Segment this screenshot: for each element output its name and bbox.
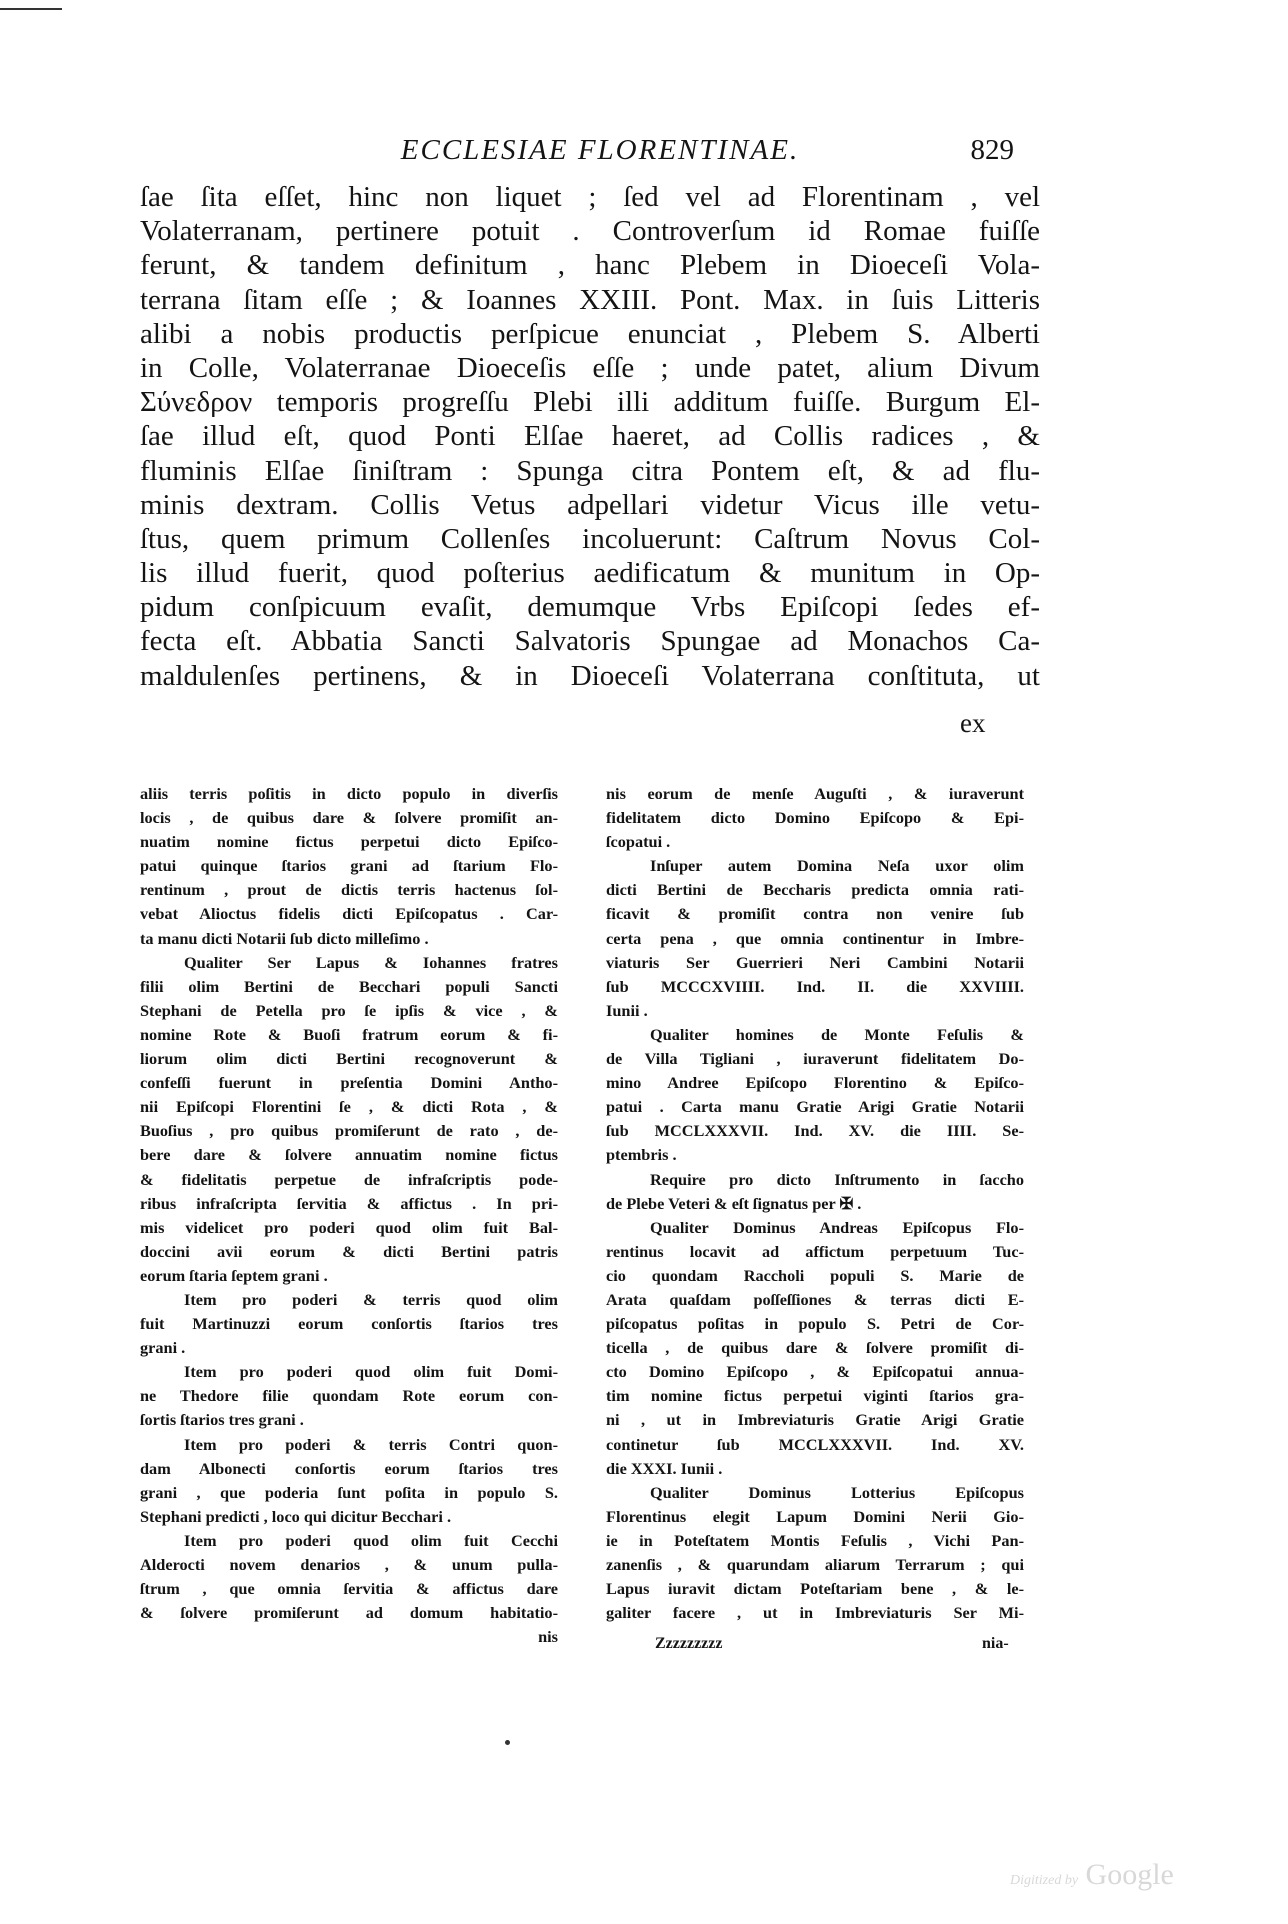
text-line: Qualiter Ser Lapus & Iohannes fratres <box>184 952 558 972</box>
text-line: tim nomine fictus perpetui viginti ſtarios gra- <box>606 1386 1024 1406</box>
text-line: galiter facere , ut in Imbreviaturis Ser Mi- <box>606 1603 1024 1623</box>
right-column <box>606 782 1024 1625</box>
text-line: Stephani predicti , loco qui dicitur Becchari . <box>140 1506 452 1526</box>
text-line: fidelitatem dicto Domino Epiſcopo & Epi- <box>606 808 1024 828</box>
text-line: bere dare & ſolvere annuatim nomine fictus <box>140 1145 558 1165</box>
text-line: Lapus iuravit dictam Poteſtariam bene , & le- <box>606 1579 1024 1599</box>
text-line: confeſſi fuerunt in preſentia Domini Antho- <box>140 1073 558 1093</box>
text-line: doccini avii eorum & dicti Bertini patris <box>140 1241 558 1261</box>
text-line: ribus infraſcripta ſervitia & affictus . In pri- <box>140 1193 558 1213</box>
text-line: fuit Martinuzzi eorum conſortis ſtarios tres <box>140 1314 558 1334</box>
text-line: ticella , de quibus dare & ſolvere promiſit di- <box>606 1338 1024 1358</box>
text-line: ſcopatui . <box>606 832 671 852</box>
signature-mark: Zzzzzzzzz <box>655 1635 723 1652</box>
text-line: liorum olim dicti Bertini recognoverunt & <box>140 1049 558 1069</box>
text-line: ie in Poteſtatem Montis Feſulis , Vichi Pan- <box>606 1530 1024 1550</box>
text-line: vebat Alioctus fidelis dicti Epiſcopatus . Car- <box>140 904 558 924</box>
text-line: Stephani de Petella pro ſe ipſis & vice , & <box>140 1000 558 1020</box>
text-line: & fidelitatis perpetue de infraſcriptis pode- <box>140 1169 558 1189</box>
text-line: ſub MCCLXXXVII. Ind. XV. die IIII. Se- <box>606 1121 1024 1141</box>
text-line: Qualiter Dominus Lotterius Epiſcopus <box>650 1482 1024 1502</box>
top-rule <box>0 8 62 10</box>
text-line: rentinus locavit ad affictum perpetuum Tuc- <box>606 1241 1024 1261</box>
text-line: pidum conſpicuum evaſit, demumque Vrbs Epiſcopi ſedes ef- <box>140 591 1040 624</box>
running-title: ECCLESIAE FLORENTINAE. <box>400 134 800 166</box>
text-line: Qualiter homines de Monte Feſulis & <box>650 1024 1024 1044</box>
text-line: nomine Rote & Buoſi fratrum eorum & fi- <box>140 1024 558 1044</box>
text-line: ſtrum , que omnia ſervitia & affictus dare <box>140 1579 558 1599</box>
text-line: Σύνεδρον temporis progreſſu Plebi illi additum fuiſſe. Burgum El- <box>140 386 1040 419</box>
text-line: Alderocti novem denarios , & unum pulla- <box>140 1555 558 1574</box>
ink-dot <box>505 1740 510 1745</box>
text-line: Florentinus elegit Lapum Domini Nerii Gio- <box>606 1506 1024 1526</box>
text-line: Require pro dicto Inſtrumento in ſaccho <box>650 1169 1024 1189</box>
text-line: eorum ſtaria ſeptem grani . <box>140 1265 328 1285</box>
text-line: ptembris . <box>606 1145 677 1165</box>
text-line: dicti Bertini de Beccharis predicta omnia rati- <box>606 880 1024 900</box>
text-line: mis videlicet pro poderi quod olim fuit Bal- <box>140 1217 558 1237</box>
text-line: Item pro poderi & terris quod olim <box>184 1289 558 1309</box>
text-line: ſae illud eſt, quod Ponti Elſae haeret, ad Collis radices , & <box>140 420 1040 453</box>
running-header <box>140 134 1040 174</box>
text-line: alibi a nobis productis perſpicue enunciat , Plebem S. Alberti <box>140 317 1040 350</box>
text-line: grani . <box>140 1338 186 1358</box>
text-line: rentinum , prout de dictis terris hactenus ſol- <box>140 880 558 900</box>
text-line: de Plebe Veteri & eſt ſignatus per ✠ . <box>606 1193 862 1213</box>
text-line: Arata quaſdam poſſeſſiones & terras dicti E- <box>606 1289 1024 1309</box>
text-line: Item pro poderi quod olim fuit Cecchi <box>184 1530 558 1550</box>
text-line: nis <box>538 1627 558 1647</box>
catchword: ex <box>960 708 986 738</box>
text-line: Item pro poderi & terris Contri quon- <box>184 1434 558 1454</box>
text-line: & ſolvere promiſerunt ad domum habitatio- <box>140 1603 558 1623</box>
text-line: aliis terris poſitis in dicto populo in diverſis <box>140 784 558 803</box>
right-column-catchword: nia- <box>982 1635 1009 1652</box>
text-line: lis illud fuerit, quod poſterius aedificatum & munitum in Op- <box>140 557 1040 590</box>
text-line: patui quinque ſtarios grani ad ſtarium Flo- <box>140 856 558 876</box>
text-line: grani , que poderia ſunt poſita in populo S. <box>140 1482 558 1502</box>
text-line: locis , de quibus dare & ſolvere promiſit an- <box>140 808 558 828</box>
text-line: ſae ſita eſſet, hinc non liquet ; ſed vel ad Florentinam , vel <box>140 181 1040 213</box>
text-line: fecta eſt. Abbatia Sancti Salvatoris Spungae ad Monachos Ca- <box>140 625 1040 658</box>
text-line: ſtus, quem primum Collenſes incoluerunt: Caſtrum Novus Col- <box>140 522 1040 555</box>
text-line: dam Albonecti conſortis eorum ſtarios tres <box>140 1458 558 1478</box>
text-line: terrana ſitam eſſe ; & Ioannes XXIII. Pont. Max. in ſuis Litteris <box>140 283 1040 316</box>
text-line: Item pro poderi quod olim fuit Domi- <box>184 1362 558 1382</box>
text-line: mino Andree Epiſcopo Florentino & Epiſco- <box>606 1073 1024 1093</box>
text-line: piſcopatus poſitas in populo S. Petri de Cor- <box>606 1314 1024 1334</box>
text-line: ficavit & promiſit contra non venire ſub <box>606 904 1024 924</box>
watermark-brand: Google <box>1085 1858 1174 1891</box>
left-column <box>140 782 558 1649</box>
text-line: patui . Carta manu Gratie Arigi Gratie Notarii <box>606 1097 1024 1117</box>
text-line: ta manu dicti Notarii ſub dicto milleſimo . <box>140 928 429 948</box>
text-line: ferunt, & tandem definitum , hanc Plebem in Dioeceſi Vola- <box>140 249 1040 282</box>
text-line: Qualiter Dominus Andreas Epiſcopus Flo- <box>650 1217 1024 1237</box>
digitized-watermark <box>1010 1858 1174 1892</box>
page-number: 829 <box>970 134 1014 166</box>
text-line: maldulenſes pertinens, & in Dioeceſi Volaterrana conſtituta, ut <box>140 659 1040 692</box>
text-line: nuatim nomine fictus perpetui dicto Epiſco- <box>140 832 558 852</box>
text-line: viaturis Ser Guerrieri Neri Cambini Notarii <box>606 952 1024 972</box>
text-line: Buoſius , pro quibus promiſerunt de rato , de- <box>140 1121 558 1141</box>
watermark-prefix: Digitized by <box>1010 1873 1079 1888</box>
text-line: ſub MCCCXVIIII. Ind. II. die XXVIIII. <box>606 976 1024 996</box>
text-line: die XXXI. Iunii . <box>606 1458 723 1478</box>
text-line: continetur ſub MCCLXXXVII. Ind. XV. <box>606 1434 1024 1454</box>
text-line: minis dextram. Collis Vetus adpellari videtur Vicus ille vetu- <box>140 488 1040 521</box>
text-line: nii Epiſcopi Florentini ſe , & dicti Rota , & <box>140 1097 558 1117</box>
text-line: Iunii . <box>606 1000 648 1020</box>
text-line: zanenſis , & quarundam aliarum Terrarum ; qui <box>606 1555 1024 1574</box>
text-line: Volaterranam, pertinere potuit . Controverſum id Romae fuiſſe <box>140 215 1040 248</box>
text-line: ne Thedore filie quondam Rote eorum con- <box>140 1386 558 1406</box>
text-line: ni , ut in Imbreviaturis Gratie Arigi Gratie <box>606 1410 1024 1430</box>
text-line: de Villa Tigliani , iuraverunt fidelitatem Do- <box>606 1049 1024 1069</box>
text-line: Inſuper autem Domina Neſa uxor olim <box>650 856 1024 876</box>
text-line: in Colle, Volaterranae Dioeceſis eſſe ; unde patet, alium Divum <box>140 351 1040 384</box>
main-text-block <box>140 180 1040 693</box>
text-line: cto Domino Epiſcopo , & Epiſcopatui annua- <box>606 1362 1024 1382</box>
text-line: certa pena , que omnia continentur in Imbre- <box>606 928 1024 948</box>
text-line: ſortis ſtarios tres grani . <box>140 1410 304 1430</box>
text-line: filii olim Bertini de Becchari populi Sancti <box>140 976 558 996</box>
text-line: fluminis Elſae ſiniſtram : Spunga citra Pontem eſt, & ad flu- <box>140 454 1040 487</box>
text-line: cio quondam Raccholi populi S. Marie de <box>606 1265 1024 1285</box>
text-line: nis eorum de menſe Auguſti , & iuraverunt <box>606 784 1024 803</box>
